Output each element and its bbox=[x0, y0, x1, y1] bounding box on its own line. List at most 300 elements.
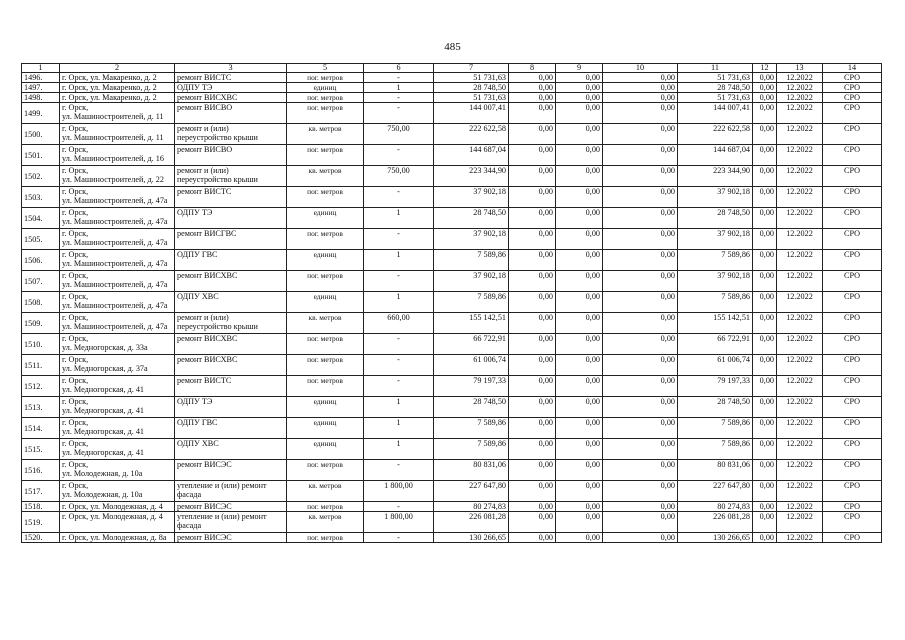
unit-cell: пог. метров bbox=[287, 502, 364, 512]
work-type-cell bbox=[175, 533, 287, 543]
row-number: 1502. bbox=[22, 166, 60, 187]
work-type-cell-line: ремонт ВИСГВС bbox=[177, 229, 237, 238]
quantity-cell: 1 800,00 bbox=[364, 481, 434, 502]
address-cell-line: ул. Молодежная, д. 10а bbox=[62, 469, 143, 478]
completion-date-cell: 12.2022 bbox=[777, 355, 823, 376]
address-cell-line: г. Орск, bbox=[62, 397, 89, 406]
address-cell-line: г. Орск, bbox=[62, 481, 89, 490]
table-row bbox=[22, 460, 882, 481]
quantity-cell: 750,00 bbox=[364, 166, 434, 187]
fund-col-10-cell: 0,00 bbox=[603, 502, 678, 512]
unit-cell: единиц bbox=[287, 418, 364, 439]
work-type-cell-line: ремонт ВИСВО bbox=[177, 145, 233, 154]
total-cost-cell: 130 266,65 bbox=[434, 533, 509, 543]
row-number: 1511. bbox=[22, 355, 60, 376]
completion-date-cell: 12.2022 bbox=[777, 145, 823, 166]
address-cell bbox=[60, 187, 175, 208]
address-cell-line: ул. Машиностроителей, д. 47а bbox=[62, 301, 168, 310]
row-number: 1520. bbox=[22, 533, 60, 543]
fund-col-11-cell: 28 748,50 bbox=[678, 208, 753, 229]
table-row bbox=[22, 83, 882, 93]
fund-col-11-cell: 7 589,86 bbox=[678, 292, 753, 313]
capital-repair-table bbox=[21, 63, 882, 543]
fund-col-12-cell: 0,00 bbox=[753, 229, 777, 250]
address-cell-line: г. Орск, bbox=[62, 376, 89, 385]
table-row bbox=[22, 250, 882, 271]
work-type-cell-line: ОДПУ ГВС bbox=[177, 418, 218, 427]
fund-col-9-cell: 0,00 bbox=[556, 208, 603, 229]
total-cost-cell: 7 589,86 bbox=[434, 418, 509, 439]
column-header: 12 bbox=[753, 64, 777, 73]
fund-col-10-cell: 0,00 bbox=[603, 512, 678, 533]
fund-col-11-cell: 51 731,63 bbox=[678, 93, 753, 103]
address-cell bbox=[60, 93, 175, 103]
fund-col-8-cell: 0,00 bbox=[509, 313, 556, 334]
address-cell-line: г. Орск, ул. Макаренко, д. 2 bbox=[62, 73, 157, 82]
total-cost-cell: 51 731,63 bbox=[434, 93, 509, 103]
total-cost-cell: 61 006,74 bbox=[434, 355, 509, 376]
work-type-cell bbox=[175, 271, 287, 292]
table-row bbox=[22, 271, 882, 292]
unit-cell: пог. метров bbox=[287, 145, 364, 166]
fund-col-12-cell: 0,00 bbox=[753, 439, 777, 460]
row-number: 1519. bbox=[22, 512, 60, 533]
quantity-cell: - bbox=[364, 533, 434, 543]
fund-col-10-cell: 0,00 bbox=[603, 460, 678, 481]
quantity-cell: - bbox=[364, 93, 434, 103]
work-type-cell bbox=[175, 208, 287, 229]
address-cell bbox=[60, 512, 175, 533]
address-cell-line: ул. Машиностроителей, д. 47а bbox=[62, 322, 168, 331]
fund-col-12-cell: 0,00 bbox=[753, 334, 777, 355]
address-cell-line: ул. Медногорская, д. 33а bbox=[62, 343, 148, 352]
fund-col-10-cell: 0,00 bbox=[603, 439, 678, 460]
work-type-cell bbox=[175, 229, 287, 250]
address-cell-line: ул. Машиностроителей, д. 16 bbox=[62, 154, 164, 163]
total-cost-cell: 28 748,50 bbox=[434, 83, 509, 93]
work-type-cell-line: фасада bbox=[177, 490, 202, 499]
row-number: 1509. bbox=[22, 313, 60, 334]
fund-col-10-cell: 0,00 bbox=[603, 481, 678, 502]
fund-col-10-cell: 0,00 bbox=[603, 355, 678, 376]
work-type-cell bbox=[175, 512, 287, 533]
address-cell-line: г. Орск, bbox=[62, 292, 89, 301]
funding-method-cell: СРО bbox=[823, 145, 882, 166]
unit-cell: пог. метров bbox=[287, 355, 364, 376]
completion-date-cell: 12.2022 bbox=[777, 271, 823, 292]
fund-col-9-cell: 0,00 bbox=[556, 229, 603, 250]
fund-col-9-cell: 0,00 bbox=[556, 512, 603, 533]
address-cell-line: г. Орск, bbox=[62, 166, 89, 175]
row-number: 1504. bbox=[22, 208, 60, 229]
table-row bbox=[22, 208, 882, 229]
fund-col-10-cell: 0,00 bbox=[603, 166, 678, 187]
work-type-cell bbox=[175, 355, 287, 376]
completion-date-cell: 12.2022 bbox=[777, 208, 823, 229]
row-number: 1515. bbox=[22, 439, 60, 460]
work-type-cell bbox=[175, 397, 287, 418]
column-header: 5 bbox=[287, 64, 364, 73]
work-type-cell bbox=[175, 376, 287, 397]
table-row bbox=[22, 313, 882, 334]
address-cell bbox=[60, 313, 175, 334]
fund-col-9-cell: 0,00 bbox=[556, 334, 603, 355]
fund-col-9-cell: 0,00 bbox=[556, 460, 603, 481]
row-number: 1501. bbox=[22, 145, 60, 166]
address-cell bbox=[60, 355, 175, 376]
table-row bbox=[22, 229, 882, 250]
table-row bbox=[22, 397, 882, 418]
address-cell-line: г. Орск, bbox=[62, 145, 89, 154]
total-cost-cell: 227 647,80 bbox=[434, 481, 509, 502]
fund-col-9-cell: 0,00 bbox=[556, 187, 603, 208]
funding-method-cell: СРО bbox=[823, 376, 882, 397]
work-type-cell-line: ОДПУ ТЭ bbox=[177, 397, 213, 406]
quantity-cell: - bbox=[364, 103, 434, 124]
address-cell-line: г. Орск, ул. Молодежная, д. 8а bbox=[62, 533, 167, 542]
fund-col-10-cell: 0,00 bbox=[603, 376, 678, 397]
fund-col-9-cell: 0,00 bbox=[556, 166, 603, 187]
fund-col-11-cell: 227 647,80 bbox=[678, 481, 753, 502]
work-type-cell-line: ремонт ВИСЭС bbox=[177, 502, 232, 511]
total-cost-cell: 37 902,18 bbox=[434, 229, 509, 250]
quantity-cell: - bbox=[364, 73, 434, 83]
fund-col-9-cell: 0,00 bbox=[556, 83, 603, 93]
total-cost-cell: 79 197,33 bbox=[434, 376, 509, 397]
fund-col-10-cell: 0,00 bbox=[603, 208, 678, 229]
address-cell-line: г. Орск, bbox=[62, 103, 89, 112]
quantity-cell: 1 bbox=[364, 418, 434, 439]
unit-cell: пог. метров bbox=[287, 103, 364, 124]
address-cell bbox=[60, 83, 175, 93]
work-type-cell-line: ремонт ВИСХВС bbox=[177, 355, 238, 364]
fund-col-11-cell: 7 589,86 bbox=[678, 439, 753, 460]
fund-col-12-cell: 0,00 bbox=[753, 292, 777, 313]
fund-col-9-cell: 0,00 bbox=[556, 292, 603, 313]
fund-col-11-cell: 223 344,90 bbox=[678, 166, 753, 187]
work-type-cell bbox=[175, 83, 287, 93]
fund-col-9-cell: 0,00 bbox=[556, 502, 603, 512]
row-number: 1514. bbox=[22, 418, 60, 439]
funding-method-cell: СРО bbox=[823, 292, 882, 313]
total-cost-cell: 223 344,90 bbox=[434, 166, 509, 187]
work-type-cell-line: ремонт ВИСХВС bbox=[177, 93, 238, 102]
completion-date-cell: 12.2022 bbox=[777, 103, 823, 124]
work-type-cell bbox=[175, 460, 287, 481]
fund-col-9-cell: 0,00 bbox=[556, 418, 603, 439]
work-type-cell bbox=[175, 124, 287, 145]
row-number: 1498. bbox=[22, 93, 60, 103]
fund-col-11-cell: 144 687,04 bbox=[678, 145, 753, 166]
completion-date-cell: 12.2022 bbox=[777, 376, 823, 397]
quantity-cell: - bbox=[364, 229, 434, 250]
address-cell-line: г. Орск, bbox=[62, 208, 89, 217]
quantity-cell: 1 bbox=[364, 83, 434, 93]
unit-cell: пог. метров bbox=[287, 187, 364, 208]
funding-method-cell: СРО bbox=[823, 93, 882, 103]
address-cell bbox=[60, 73, 175, 83]
completion-date-cell: 12.2022 bbox=[777, 229, 823, 250]
work-type-cell-line: ремонт ВИСЭС bbox=[177, 460, 232, 469]
funding-method-cell: СРО bbox=[823, 502, 882, 512]
fund-col-12-cell: 0,00 bbox=[753, 418, 777, 439]
fund-col-11-cell: 37 902,18 bbox=[678, 229, 753, 250]
work-type-cell-line: ремонт ВИСТС bbox=[177, 376, 232, 385]
unit-cell: единиц bbox=[287, 250, 364, 271]
total-cost-cell: 226 081,28 bbox=[434, 512, 509, 533]
row-number: 1517. bbox=[22, 481, 60, 502]
quantity-cell: 1 bbox=[364, 250, 434, 271]
fund-col-11-cell: 222 622,58 bbox=[678, 124, 753, 145]
fund-col-8-cell: 0,00 bbox=[509, 271, 556, 292]
fund-col-8-cell: 0,00 bbox=[509, 83, 556, 93]
fund-col-8-cell: 0,00 bbox=[509, 229, 556, 250]
work-type-cell-line: ремонт ВИСХВС bbox=[177, 271, 238, 280]
funding-method-cell: СРО bbox=[823, 355, 882, 376]
funding-method-cell: СРО bbox=[823, 83, 882, 93]
address-cell-line: г. Орск, bbox=[62, 355, 89, 364]
quantity-cell: - bbox=[364, 334, 434, 355]
address-cell bbox=[60, 481, 175, 502]
address-cell bbox=[60, 334, 175, 355]
work-type-cell bbox=[175, 187, 287, 208]
fund-col-10-cell: 0,00 bbox=[603, 73, 678, 83]
table-row bbox=[22, 124, 882, 145]
fund-col-11-cell: 130 266,65 bbox=[678, 533, 753, 543]
row-number: 1512. bbox=[22, 376, 60, 397]
table-row bbox=[22, 512, 882, 533]
column-header: 7 bbox=[434, 64, 509, 73]
work-type-cell-line: переустройство крыши bbox=[177, 175, 258, 184]
unit-cell: кв. метров bbox=[287, 166, 364, 187]
address-cell-line: г. Орск, ул. Макаренко, д. 2 bbox=[62, 93, 157, 102]
table-row bbox=[22, 73, 882, 83]
row-number: 1503. bbox=[22, 187, 60, 208]
fund-col-12-cell: 0,00 bbox=[753, 93, 777, 103]
fund-col-12-cell: 0,00 bbox=[753, 271, 777, 292]
funding-method-cell: СРО bbox=[823, 250, 882, 271]
fund-col-10-cell: 0,00 bbox=[603, 83, 678, 93]
address-cell-line: г. Орск, bbox=[62, 334, 89, 343]
fund-col-8-cell: 0,00 bbox=[509, 334, 556, 355]
funding-method-cell: СРО bbox=[823, 460, 882, 481]
unit-cell: единиц bbox=[287, 397, 364, 418]
fund-col-10-cell: 0,00 bbox=[603, 418, 678, 439]
address-cell-line: г. Орск, bbox=[62, 271, 89, 280]
completion-date-cell: 12.2022 bbox=[777, 313, 823, 334]
unit-cell: пог. метров bbox=[287, 460, 364, 481]
table-row bbox=[22, 103, 882, 124]
address-cell-line: г. Орск, bbox=[62, 229, 89, 238]
fund-col-10-cell: 0,00 bbox=[603, 103, 678, 124]
fund-col-9-cell: 0,00 bbox=[556, 103, 603, 124]
address-cell bbox=[60, 460, 175, 481]
address-cell-line: г. Орск, bbox=[62, 439, 89, 448]
fund-col-11-cell: 28 748,50 bbox=[678, 83, 753, 93]
unit-cell: кв. метров bbox=[287, 313, 364, 334]
work-type-cell-line: фасада bbox=[177, 521, 202, 530]
total-cost-cell: 80 274,83 bbox=[434, 502, 509, 512]
table-row bbox=[22, 418, 882, 439]
total-cost-cell: 80 831,06 bbox=[434, 460, 509, 481]
fund-col-8-cell: 0,00 bbox=[509, 355, 556, 376]
work-type-cell-line: ремонт ВИСЭС bbox=[177, 533, 232, 542]
completion-date-cell: 12.2022 bbox=[777, 533, 823, 543]
funding-method-cell: СРО bbox=[823, 229, 882, 250]
fund-col-9-cell: 0,00 bbox=[556, 533, 603, 543]
row-number: 1510. bbox=[22, 334, 60, 355]
fund-col-11-cell: 226 081,28 bbox=[678, 512, 753, 533]
fund-col-11-cell: 79 197,33 bbox=[678, 376, 753, 397]
total-cost-cell: 155 142,51 bbox=[434, 313, 509, 334]
fund-col-11-cell: 66 722,91 bbox=[678, 334, 753, 355]
fund-col-11-cell: 155 142,51 bbox=[678, 313, 753, 334]
table-row bbox=[22, 376, 882, 397]
table-row bbox=[22, 334, 882, 355]
fund-col-8-cell: 0,00 bbox=[509, 460, 556, 481]
fund-col-12-cell: 0,00 bbox=[753, 73, 777, 83]
unit-cell: пог. метров bbox=[287, 229, 364, 250]
address-cell-line: г. Орск, bbox=[62, 460, 89, 469]
address-cell-line: ул. Машиностроителей, д. 22 bbox=[62, 175, 164, 184]
funding-method-cell: СРО bbox=[823, 397, 882, 418]
fund-col-8-cell: 0,00 bbox=[509, 250, 556, 271]
fund-col-9-cell: 0,00 bbox=[556, 271, 603, 292]
address-cell bbox=[60, 292, 175, 313]
total-cost-cell: 28 748,50 bbox=[434, 397, 509, 418]
work-type-cell bbox=[175, 166, 287, 187]
unit-cell: пог. метров bbox=[287, 533, 364, 543]
fund-col-8-cell: 0,00 bbox=[509, 397, 556, 418]
fund-col-12-cell: 0,00 bbox=[753, 145, 777, 166]
address-cell bbox=[60, 250, 175, 271]
address-cell-line: ул. Медногорская, д. 41 bbox=[62, 385, 145, 394]
row-number: 1497. bbox=[22, 83, 60, 93]
row-number: 1496. bbox=[22, 73, 60, 83]
funding-method-cell: СРО bbox=[823, 439, 882, 460]
work-type-cell bbox=[175, 250, 287, 271]
fund-col-9-cell: 0,00 bbox=[556, 376, 603, 397]
unit-cell: пог. метров bbox=[287, 73, 364, 83]
address-cell-line: г. Орск, ул. Молодежная, д. 4 bbox=[62, 512, 163, 521]
fund-col-11-cell: 28 748,50 bbox=[678, 397, 753, 418]
total-cost-cell: 28 748,50 bbox=[434, 208, 509, 229]
funding-method-cell: СРО bbox=[823, 103, 882, 124]
work-type-cell bbox=[175, 73, 287, 83]
address-cell-line: ул. Молодежная, д. 10а bbox=[62, 490, 143, 499]
fund-col-12-cell: 0,00 bbox=[753, 166, 777, 187]
fund-col-10-cell: 0,00 bbox=[603, 271, 678, 292]
column-header: 3 bbox=[175, 64, 287, 73]
completion-date-cell: 12.2022 bbox=[777, 502, 823, 512]
address-cell bbox=[60, 208, 175, 229]
address-cell-line: ул. Машиностроителей, д. 47а bbox=[62, 196, 168, 205]
fund-col-10-cell: 0,00 bbox=[603, 334, 678, 355]
fund-col-12-cell: 0,00 bbox=[753, 460, 777, 481]
address-cell-line: ул. Машиностроителей, д. 47а bbox=[62, 217, 168, 226]
work-type-cell-line: переустройство крыши bbox=[177, 322, 258, 331]
fund-col-8-cell: 0,00 bbox=[509, 512, 556, 533]
work-type-cell-line: ОДПУ ХВС bbox=[177, 292, 219, 301]
work-type-cell-line: ремонт и (или) bbox=[177, 166, 229, 175]
completion-date-cell: 12.2022 bbox=[777, 187, 823, 208]
fund-col-9-cell: 0,00 bbox=[556, 355, 603, 376]
fund-col-11-cell: 37 902,18 bbox=[678, 187, 753, 208]
table-row bbox=[22, 355, 882, 376]
fund-col-10-cell: 0,00 bbox=[603, 93, 678, 103]
work-type-cell-line: утепление и (или) ремонт bbox=[177, 512, 267, 521]
funding-method-cell: СРО bbox=[823, 512, 882, 533]
address-cell bbox=[60, 418, 175, 439]
fund-col-12-cell: 0,00 bbox=[753, 250, 777, 271]
work-type-cell-line: ремонт ВИСТС bbox=[177, 187, 232, 196]
completion-date-cell: 12.2022 bbox=[777, 334, 823, 355]
column-header: 1 bbox=[22, 64, 60, 73]
table-row bbox=[22, 145, 882, 166]
funding-method-cell: СРО bbox=[823, 313, 882, 334]
work-type-cell-line: утепление и (или) ремонт bbox=[177, 481, 267, 490]
table-row bbox=[22, 502, 882, 512]
table-row bbox=[22, 533, 882, 543]
address-cell bbox=[60, 439, 175, 460]
quantity-cell: - bbox=[364, 376, 434, 397]
fund-col-10-cell: 0,00 bbox=[603, 250, 678, 271]
row-number: 1500. bbox=[22, 124, 60, 145]
table-row bbox=[22, 481, 882, 502]
unit-cell: пог. метров bbox=[287, 376, 364, 397]
column-number-row bbox=[22, 64, 882, 73]
quantity-cell: 1 bbox=[364, 208, 434, 229]
fund-col-8-cell: 0,00 bbox=[509, 124, 556, 145]
row-number: 1506. bbox=[22, 250, 60, 271]
work-type-cell bbox=[175, 502, 287, 512]
fund-col-12-cell: 0,00 bbox=[753, 355, 777, 376]
address-cell-line: ул. Машиностроителей, д. 11 bbox=[62, 112, 164, 121]
fund-col-9-cell: 0,00 bbox=[556, 73, 603, 83]
work-type-cell bbox=[175, 418, 287, 439]
funding-method-cell: СРО bbox=[823, 73, 882, 83]
fund-col-10-cell: 0,00 bbox=[603, 145, 678, 166]
row-number: 1513. bbox=[22, 397, 60, 418]
fund-col-10-cell: 0,00 bbox=[603, 229, 678, 250]
completion-date-cell: 12.2022 bbox=[777, 73, 823, 83]
fund-col-10-cell: 0,00 bbox=[603, 397, 678, 418]
total-cost-cell: 222 622,58 bbox=[434, 124, 509, 145]
column-header: 14 bbox=[823, 64, 882, 73]
column-header: 6 bbox=[364, 64, 434, 73]
row-number: 1518. bbox=[22, 502, 60, 512]
fund-col-8-cell: 0,00 bbox=[509, 481, 556, 502]
fund-col-10-cell: 0,00 bbox=[603, 124, 678, 145]
table-row bbox=[22, 439, 882, 460]
address-cell-line: ул. Машиностроителей, д. 47а bbox=[62, 259, 168, 268]
work-type-cell bbox=[175, 93, 287, 103]
row-number: 1507. bbox=[22, 271, 60, 292]
funding-method-cell: СРО bbox=[823, 481, 882, 502]
work-type-cell bbox=[175, 439, 287, 460]
completion-date-cell: 12.2022 bbox=[777, 83, 823, 93]
fund-col-8-cell: 0,00 bbox=[509, 502, 556, 512]
fund-col-9-cell: 0,00 bbox=[556, 313, 603, 334]
fund-col-9-cell: 0,00 bbox=[556, 145, 603, 166]
column-header: 8 bbox=[509, 64, 556, 73]
fund-col-12-cell: 0,00 bbox=[753, 83, 777, 93]
total-cost-cell: 7 589,86 bbox=[434, 439, 509, 460]
address-cell bbox=[60, 533, 175, 543]
fund-col-11-cell: 144 007,41 bbox=[678, 103, 753, 124]
completion-date-cell: 12.2022 bbox=[777, 418, 823, 439]
work-type-cell-line: ремонт и (или) bbox=[177, 124, 229, 133]
